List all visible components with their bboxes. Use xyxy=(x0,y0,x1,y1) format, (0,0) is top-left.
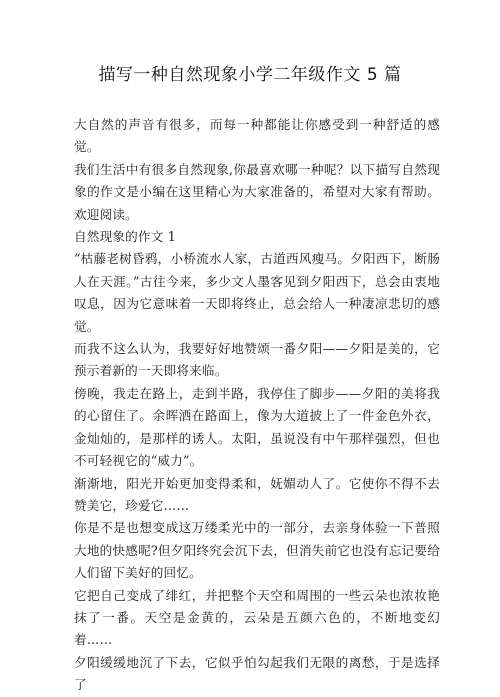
paragraph: 你是不是也想变成这万缕柔光中的一部分，去亲身体验一下普照大地的快感呢?但夕阳终究会沉下去，但消失前它也没有忘记要给人们留下美好的回忆。 xyxy=(74,520,440,581)
paragraph: 傍晚，我走在路上，走到半路，我停住了脚步——夕阳的美将我的心留住了。余晖洒在路面上，像为大道披上了一件金色外衣，金灿灿的，是那样的诱人。太阳，虽说没有中午那样强烈，但也不可轻视它的“威力”。 xyxy=(74,385,440,469)
document-body xyxy=(74,114,440,697)
paragraph: 它把自己变成了绯红，并把整个天空和周围的一些云朵也浓妆艳抹了一番。天空是金黄的，云朵是五颜六色的，不断地变幻着…… xyxy=(74,587,440,648)
paragraph-intro: 大自然的声音有很多，而每一种都能让你感受到一种舒适的感觉。 xyxy=(74,117,440,155)
essay-heading: 自然现象的作文 1 xyxy=(74,229,176,245)
paragraph: 夕阳缓缓地沉了下去，它似乎怕勾起我们无限的离愁，于是选择了 xyxy=(74,654,440,693)
paragraph: 而我不这么认为，我要好好地赞颂一番夕阳——夕阳是美的，它预示着新的一天即将来临。 xyxy=(74,341,440,379)
paragraph-editor-note: 我们生活中有很多自然现象,你最喜欢哪一种呢？以下描写自然现象的作文是小编在这里精心为大家准备的，希望对大家有帮助。欢迎阅读。 xyxy=(74,161,440,222)
document-title: 描写一种自然现象小学二年级作文 5 篇 xyxy=(98,65,402,85)
paragraph: 渐渐地，阳光开始更加变得柔和，妩媚动人了。它使你不得不去赞美它，珍爱它…… xyxy=(74,475,440,513)
paragraph: “枯藤老树昏鸦，小桥流水人家，古道西风瘦马。夕阳西下，断肠人在天涯。”古往今来，多少文人墨客见到夕阳西下，总会由衷地叹息，因为它意味着一天即将终止，总会给人一种凄凉悲切的感觉。 xyxy=(74,251,440,334)
